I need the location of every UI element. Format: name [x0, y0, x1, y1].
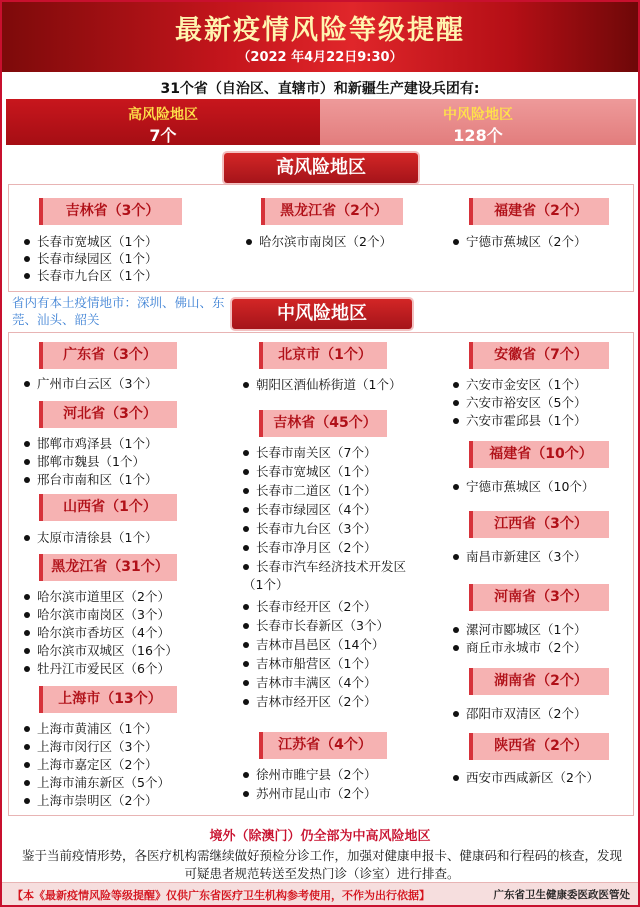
high-risk-summary-count: 7个 — [149, 126, 177, 145]
local-outbreak-note: 省内有本土疫情地市：深圳、佛山、东莞、汕头、韶关 — [12, 295, 225, 327]
bullet-icon — [243, 382, 249, 388]
bullet-icon — [246, 239, 252, 245]
list-item: 长春市绿园区（4个） — [243, 501, 376, 519]
mid-province-fujian: 福建省（10个） — [469, 441, 609, 468]
update-date: （2022 年4月22日9:30） — [237, 50, 403, 65]
bullet-icon — [24, 780, 30, 786]
list-item: 广州市白云区（3个） — [24, 375, 157, 393]
list-item: 长春市九台区（1个） — [24, 267, 157, 285]
list-item: 牡丹江市爱民区（6个） — [24, 660, 170, 678]
list-item: 上海市闵行区（3个） — [24, 738, 157, 756]
list-item: 苏州市昆山市（2个） — [243, 785, 376, 803]
mid-province-shanghai: 上海市（13个） — [39, 686, 177, 713]
mid-province-beijing: 北京市（1个） — [259, 342, 387, 369]
bullet-icon — [453, 775, 459, 781]
bullet-icon — [243, 469, 249, 475]
bullet-icon — [243, 564, 249, 570]
mid-risk-section-banner: 中风险地区 — [232, 299, 412, 329]
bullet-icon — [453, 418, 459, 424]
list-item: 西安市西咸新区（2个） — [453, 769, 599, 787]
bullet-icon — [243, 661, 249, 667]
list-item: 南昌市新建区（3个） — [453, 548, 586, 566]
bullet-icon — [24, 459, 30, 465]
list-item: 上海市崇明区（2个） — [24, 792, 157, 810]
mid-province-henan: 河南省（3个） — [469, 584, 609, 611]
mid-province-shaanxi: 陕西省（2个） — [469, 733, 609, 760]
bullet-icon — [453, 645, 459, 651]
bullet-icon — [24, 535, 30, 541]
intro-text: 31个省（自治区、直辖市）和新疆生产建设兵团有: — [160, 81, 480, 97]
list-item: 吉林市昌邑区（14个） — [243, 636, 384, 654]
list-item: 吉林市经开区（2个） — [243, 693, 376, 711]
bullet-icon — [243, 699, 249, 705]
bullet-icon — [243, 450, 249, 456]
bullet-icon — [453, 400, 459, 406]
mid-risk-summary-count: 128个 — [453, 126, 503, 145]
bullet-icon — [453, 484, 459, 490]
bullet-icon — [24, 648, 30, 654]
list-item: 长春市二道区（1个） — [243, 482, 376, 500]
list-item: 商丘市永城市（2个） — [453, 639, 586, 657]
bullet-icon — [243, 791, 249, 797]
bullet-icon — [243, 507, 249, 513]
list-item: 长春市经开区（2个） — [243, 598, 376, 616]
list-item: 长春市南关区（7个） — [243, 444, 376, 462]
mid-province-hunan: 湖南省（2个） — [469, 668, 609, 695]
bullet-icon — [24, 798, 30, 804]
high-risk-section-banner: 高风险地区 — [224, 153, 418, 183]
list-item: 邯郸市鸡泽县（1个） — [24, 435, 157, 453]
high-risk-summary-label: 高风险地区 — [128, 107, 198, 123]
list-item: 漯河市郾城区（1个） — [453, 621, 586, 639]
bullet-icon — [243, 526, 249, 532]
bullet-icon — [453, 239, 459, 245]
bullet-icon — [24, 612, 30, 618]
mid-province-jilin: 吉林省（45个） — [259, 410, 387, 437]
bullet-icon — [243, 642, 249, 648]
mid-risk-summary-label: 中风险地区 — [443, 107, 513, 123]
bullet-icon — [243, 772, 249, 778]
mid-province-guangdong: 广东省（3个） — [39, 342, 177, 369]
bullet-icon — [24, 256, 30, 262]
disclaimer-text: 【本《最新疫情风险等级提醒》仅供广东省医疗卫生机构参考使用，不作为出行依据】 — [12, 889, 430, 902]
list-item: 太原市清徐县（1个） — [24, 529, 157, 547]
high-province-fujian: 福建省（2个） — [469, 198, 609, 225]
bullet-icon — [24, 273, 30, 279]
list-item: 哈尔滨市南岗区（3个） — [24, 606, 170, 624]
list-item: 长春市长春新区（3个） — [243, 617, 389, 635]
mid-province-jiangxi: 江西省（3个） — [469, 511, 609, 538]
bullet-icon — [24, 726, 30, 732]
bullet-icon — [24, 477, 30, 483]
issuing-organization: 广东省卫生健康委医政医管处 — [493, 889, 630, 901]
overseas-risk-note: 境外（除澳门）仍全部为中高风险地区 — [209, 829, 431, 844]
bullet-icon — [243, 545, 249, 551]
list-item: 六安市霍邱县（1个） — [453, 412, 586, 430]
mid-province-heilongjiang: 黑龙江省（31个） — [39, 554, 177, 581]
bullet-icon — [24, 239, 30, 245]
header-banner — [2, 2, 638, 72]
list-item: 哈尔滨市道里区（2个） — [24, 588, 170, 606]
bullet-icon — [243, 680, 249, 686]
list-item: 长春市净月区（2个） — [243, 539, 376, 557]
bullet-icon — [24, 630, 30, 636]
list-item: 上海市嘉定区（2个） — [24, 756, 157, 774]
footer-bar — [2, 882, 638, 905]
list-item: 邢台市南和区（1个） — [24, 471, 157, 489]
mid-province-shanxi: 山西省（1个） — [39, 494, 177, 521]
bullet-icon — [24, 666, 30, 672]
bullet-icon — [243, 623, 249, 629]
high-risk-summary — [6, 99, 320, 145]
bullet-icon — [24, 441, 30, 447]
high-province-jilin: 吉林省（3个） — [39, 198, 182, 225]
bullet-icon — [243, 604, 249, 610]
bullet-icon — [453, 382, 459, 388]
bullet-icon — [243, 488, 249, 494]
page-title: 最新疫情风险等级提醒 — [175, 15, 465, 46]
mid-province-anhui: 安徽省（7个） — [469, 342, 609, 369]
list-item: 长春市宽城区（1个） — [243, 463, 376, 481]
bullet-icon — [453, 627, 459, 633]
list-item: 朝阳区酒仙桥街道（1个） — [243, 376, 401, 394]
list-item: 哈尔滨市香坊区（4个） — [24, 624, 170, 642]
bullet-icon — [453, 554, 459, 560]
list-item: 吉林市丰满区（4个） — [243, 674, 376, 692]
list-item: 六安市金安区（1个） — [453, 376, 586, 394]
mid-province-jiangsu: 江苏省（4个） — [259, 732, 387, 759]
list-item: 宁德市蕉城区（2个） — [453, 233, 586, 251]
list-item: 邯郸市魏县（1个） — [24, 453, 145, 471]
list-item: 徐州市睢宁县（2个） — [243, 766, 376, 784]
list-item: 长春市宽城区（1个） — [24, 233, 157, 251]
bullet-icon — [24, 762, 30, 768]
list-item: 邵阳市双清区（2个） — [453, 705, 586, 723]
list-item: 六安市裕安区（5个） — [453, 394, 586, 412]
guidance-paragraph: 鉴于当前疫情形势，各医疗机构需继续做好预检分诊工作，加强对健康申报卡、健康码和行程码的核查，发现可疑患者规范转送至发热门诊（诊室）进行排查。 — [21, 848, 622, 881]
mid-province-hebei: 河北省（3个） — [39, 401, 177, 428]
list-item: 哈尔滨市双城区（16个） — [24, 642, 178, 660]
list-item: 上海市黄浦区（1个） — [24, 720, 157, 738]
list-item: 长春市绿园区（1个） — [24, 250, 157, 268]
list-item: 宁德市蕉城区（10个） — [453, 478, 594, 496]
list-item: 吉林市船营区（1个） — [243, 655, 376, 673]
list-item: 长春市九台区（3个） — [243, 520, 376, 538]
bullet-icon — [24, 744, 30, 750]
list-item: 哈尔滨市南岗区（2个） — [246, 233, 392, 251]
mid-risk-summary — [320, 99, 636, 145]
list-item: 上海市浦东新区（5个） — [24, 774, 170, 792]
high-province-heilongjiang: 黑龙江省（2个） — [261, 198, 403, 225]
bullet-icon — [453, 711, 459, 717]
bullet-icon — [24, 594, 30, 600]
bullet-icon — [24, 381, 30, 387]
list-item: 长春市汽车经济技术开发区（1个） — [243, 559, 407, 592]
